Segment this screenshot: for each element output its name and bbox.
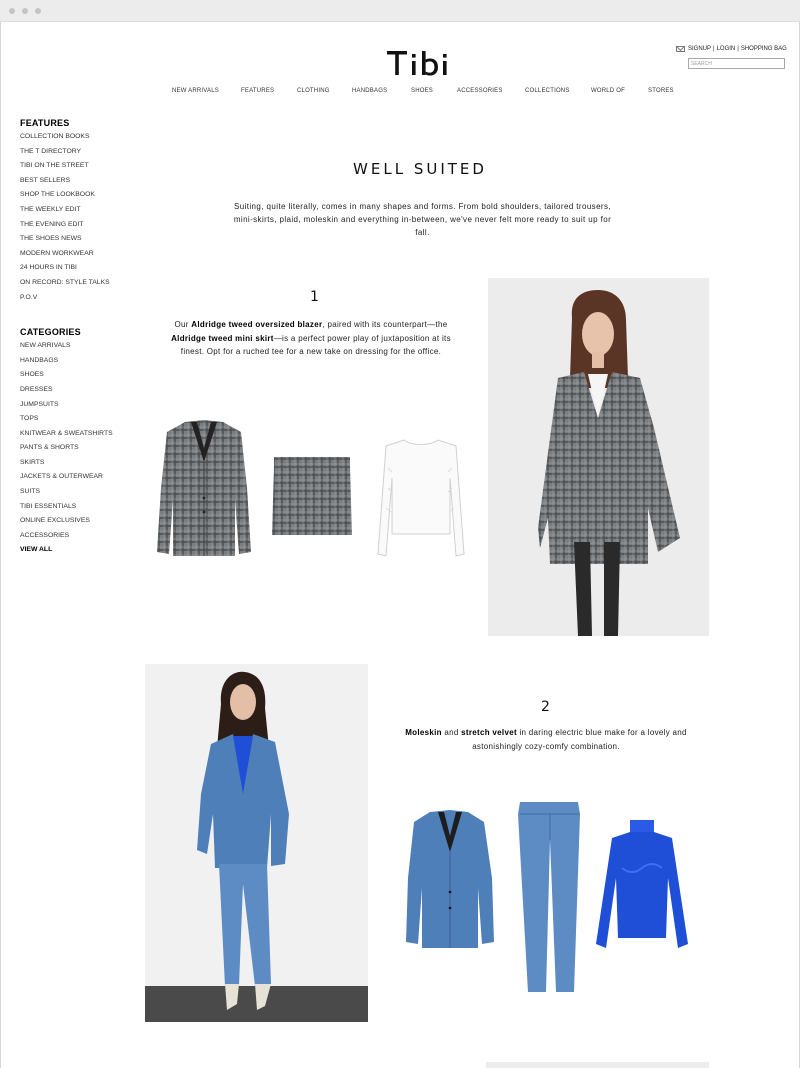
sidebar-item-pov[interactable]: P.O.V bbox=[20, 293, 38, 301]
sidebar-item-jumpsuits[interactable]: JUMPSUITS bbox=[20, 400, 59, 408]
nav-world-of[interactable]: WORLD OF bbox=[591, 88, 625, 94]
sidebar-item-best-sellers[interactable]: BEST SELLERS bbox=[20, 176, 71, 184]
intro-text: Suiting, quite literally, comes in many shapes and forms. From bold shoulders, tailored trousers, mini-skirts, plaid, moleskin and everything in-between, we've never felt more ready to suit up for fall. bbox=[233, 202, 612, 237]
sidebar-item-new-arrivals[interactable]: NEW ARRIVALS bbox=[20, 342, 71, 350]
blazer-link[interactable]: Aldridge tweed oversized blazer bbox=[191, 320, 323, 329]
shopping-bag-link[interactable]: SHOPPING BAG bbox=[740, 46, 787, 52]
page-title: WELL SUITED bbox=[353, 160, 487, 178]
categories-list bbox=[20, 339, 150, 558]
section-number-1: 1 bbox=[310, 289, 319, 305]
sidebar-item-evening-edit[interactable]: THE EVENING EDIT bbox=[20, 220, 84, 228]
sidebar-item-shoes-news[interactable]: THE SHOES NEWS bbox=[20, 235, 82, 243]
sidebar-item-dresses[interactable]: DRESSES bbox=[20, 385, 53, 393]
tibi-logo-mark bbox=[380, 45, 460, 81]
model-photo-plaid-suit[interactable] bbox=[488, 278, 709, 636]
window-maximize-dot[interactable] bbox=[35, 8, 41, 14]
nav-accessories[interactable]: ACCESSORIES bbox=[457, 88, 503, 94]
nav-new-arrivals[interactable]: NEW ARRIVALS bbox=[172, 88, 219, 94]
sidebar-item-online-exclusives[interactable]: ONLINE EXCLUSIVES bbox=[20, 517, 90, 525]
search-placeholder: SEARCH bbox=[691, 61, 712, 67]
nav-clothing[interactable]: CLOTHING bbox=[297, 88, 330, 94]
sidebar-item-jackets[interactable]: JACKETS & OUTERWEAR bbox=[20, 473, 103, 481]
sidebar bbox=[20, 118, 150, 558]
white-tee-image[interactable] bbox=[376, 438, 466, 564]
sidebar-item-tibi-essentials[interactable]: TIBI ESSENTIALS bbox=[20, 502, 77, 510]
nav-collections[interactable]: COLLECTIONS bbox=[525, 88, 570, 94]
next-section-image-edge bbox=[486, 1062, 709, 1068]
window-close-dot[interactable] bbox=[9, 8, 15, 14]
envelope-icon[interactable] bbox=[676, 46, 685, 52]
sidebar-item-tops[interactable]: TOPS bbox=[20, 415, 39, 423]
blue-blazer-image[interactable] bbox=[404, 808, 496, 952]
browser-chrome bbox=[0, 0, 800, 22]
mini-skirt-link[interactable]: Aldridge tweed mini skirt bbox=[171, 333, 274, 343]
section-1-copy: Our Aldridge tweed oversized blazer, paired with its counterpart—the Aldridge tweed mini skirt—is a perfect power play of juxtaposition at its finest. Opt for a ruched tee for a new take on dressing for the office. bbox=[171, 320, 451, 356]
window-minimize-dot[interactable] bbox=[22, 8, 28, 14]
nav-handbags[interactable]: HANDBAGS bbox=[352, 88, 388, 94]
features-heading: FEATURES bbox=[20, 118, 70, 128]
signup-link[interactable]: SIGNUP bbox=[688, 46, 712, 52]
stretch-velvet-link[interactable]: stretch velvet bbox=[461, 728, 517, 737]
plaid-blazer-image[interactable] bbox=[155, 418, 253, 560]
nav-shoes[interactable]: SHOES bbox=[411, 88, 434, 94]
sidebar-item-modern-workwear[interactable]: MODERN WORKWEAR bbox=[20, 249, 94, 257]
sidebar-item-pants-shorts[interactable]: PANTS & SHORTS bbox=[20, 444, 79, 452]
sidebar-item-skirts[interactable]: SKIRTS bbox=[20, 458, 45, 466]
blue-turtleneck-image[interactable] bbox=[592, 818, 692, 954]
section-number-2: 2 bbox=[541, 699, 550, 715]
sidebar-item-shop-the-lookbook[interactable]: SHOP THE LOOKBOOK bbox=[20, 191, 95, 199]
plaid-skirt-image[interactable] bbox=[270, 455, 354, 539]
sidebar-item-shoes[interactable]: SHOES bbox=[20, 371, 44, 379]
sidebar-item-on-record[interactable]: ON RECORD: STYLE TALKS bbox=[20, 278, 110, 286]
section-2-copy: Moleskin and stretch velvet in daring electric blue make for a lovely and astonishingly cozy-comfy combination. bbox=[405, 728, 687, 751]
tibi-logo[interactable] bbox=[380, 45, 460, 81]
moleskin-link[interactable]: Moleskin bbox=[405, 728, 442, 737]
nav-features[interactable]: FEATURES bbox=[241, 88, 275, 94]
blue-pants-image[interactable] bbox=[516, 800, 582, 994]
sidebar-item-suits[interactable]: SUITS bbox=[20, 488, 41, 496]
login-link[interactable]: LOGIN bbox=[716, 46, 736, 52]
sidebar-item-accessories[interactable]: ACCESSORIES bbox=[20, 531, 70, 539]
sidebar-item-knitwear[interactable]: KNITWEAR & SWEATSHIRTS bbox=[20, 429, 113, 437]
model-photo-blue-suit[interactable] bbox=[145, 664, 368, 1022]
sidebar-item-weekly-edit[interactable]: THE WEEKLY EDIT bbox=[20, 205, 81, 213]
top-navigation bbox=[0, 88, 800, 98]
sidebar-item-tibi-on-the-street[interactable]: TIBI ON THE STREET bbox=[20, 162, 89, 170]
sidebar-item-24-hours[interactable]: 24 HOURS IN TIBI bbox=[20, 264, 77, 272]
nav-stores[interactable]: STORES bbox=[648, 88, 674, 94]
sidebar-item-view-all[interactable]: VIEW ALL bbox=[20, 546, 53, 554]
search-input[interactable] bbox=[688, 58, 785, 69]
sidebar-item-t-directory[interactable]: THE T DIRECTORY bbox=[20, 147, 82, 155]
sidebar-item-handbags[interactable]: HANDBAGS bbox=[20, 356, 59, 364]
categories-heading: CATEGORIES bbox=[20, 327, 81, 338]
features-list bbox=[20, 130, 150, 305]
utility-links: SIGNUP | LOGIN | SHOPPING BAG bbox=[676, 46, 787, 52]
sidebar-item-collection-books[interactable]: COLLECTION BOOKS bbox=[20, 133, 90, 140]
